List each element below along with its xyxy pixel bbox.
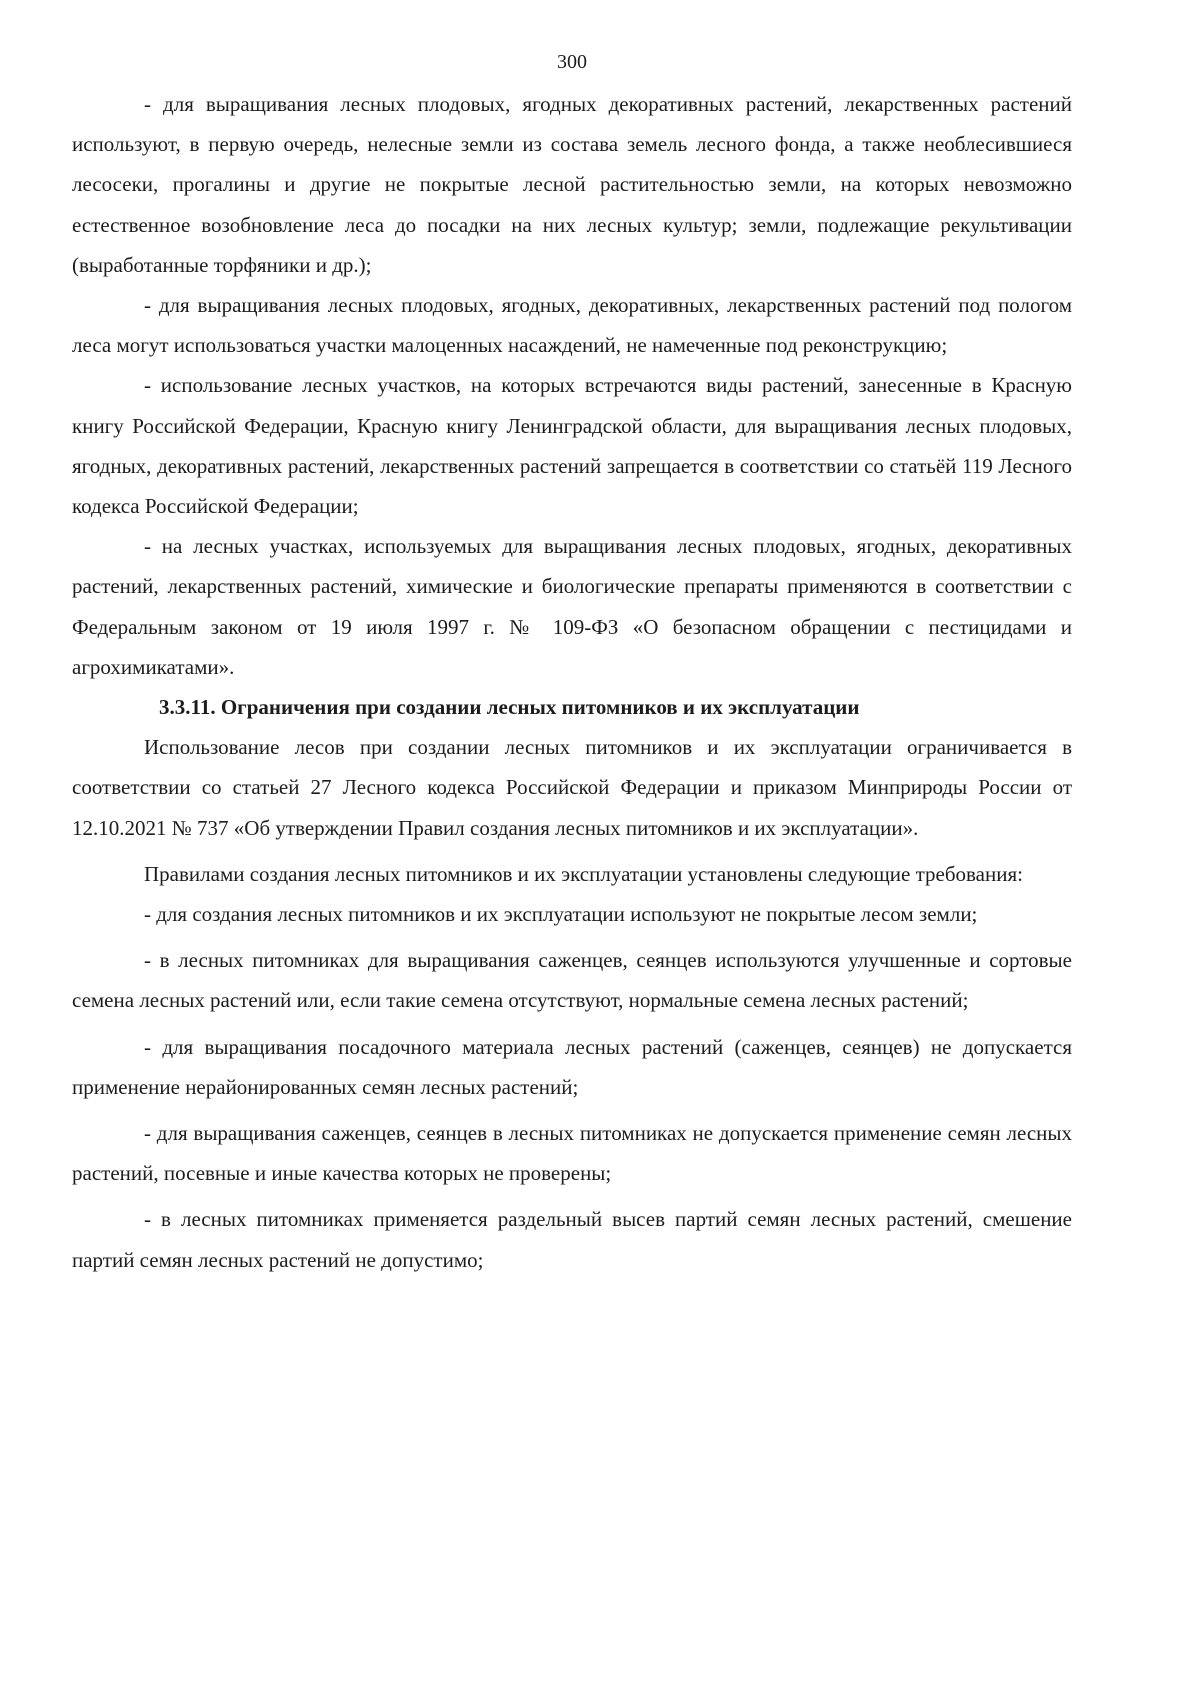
paragraph-orchard-land-use: - для выращивания лесных плодовых, ягодных декоративных растений, лекарственных растений используют, в первую очередь, нелесные земли из состава земель лесного фонда, а также необлесившиеся лесосеки, прогалины и другие не покрытые лесной растительностью земли, на которых невозможно естественное возобновление леса до посадки на них лесных культур; земли, подлежащие рекультивации (выработанные торфяники и др.);: [72, 92, 1072, 277]
paragraph-non-zoned-seeds: - для выращивания посадочного материала лесных растений (саженцев, сеянцев) не допускается применение нерайонированных семян лесных растений;: [72, 1034, 1072, 1099]
paragraph-separate-sowing: - в лесных питомниках применяется раздельный высев партий семян лесных растений, смешение партий семян лесных растений не допустимо;: [72, 1207, 1072, 1272]
page-number: 300: [557, 51, 587, 73]
section-heading: 3.3.11. Ограничения при создании лесных питомников и их эксплуатации: [159, 695, 860, 720]
paragraph-unforested-land: - для создания лесных питомников и их эксплуатации используют не покрытые лесом земли;: [144, 902, 978, 927]
paragraph-red-book-prohibition: - использование лесных участков, на которых встречаются виды растений, занесенные в Красную книгу Российской Федерации, Красную книгу Ленинградской области, для выращивания лесных плодовых, ягодных, декоративных растений, лекарственных растений запрещается в соответствии со статьёй 119 Лесного кодекса Российской Федерации;: [72, 373, 1072, 519]
paragraph-unverified-seeds: - для выращивания саженцев, сеянцев в лесных питомниках не допускается применение семян лесных растений, посевные и иные качества которых не проверены;: [72, 1121, 1072, 1186]
paragraph-nursery-restrictions: Использование лесов при создании лесных питомников и их эксплуатации ограничивается в соответствии со статьей 27 Лесного кодекса Российской Федерации и приказом Минприроды России от 12.10.2021 № 737 «Об утверждении Правил создания лесных питомников и их эксплуатации».: [72, 735, 1072, 840]
paragraph-improved-seeds: - в лесных питомниках для выращивания саженцев, сеянцев используются улучшенные и сортовые семена лесных растений или, если такие семена отсутствуют, нормальные семена лесных растений;: [72, 948, 1072, 1013]
paragraph-chemical-preparations: - на лесных участках, используемых для выращивания лесных плодовых, ягодных, декоративных растений, лекарственных растений, химические и биологические препараты применяются в соответствии с Федеральным законом от 19 июля 1997 г. № 109-ФЗ «О безопасном обращении с пестицидами и агрохимикатами».: [72, 534, 1072, 679]
paragraph-rules-requirements: Правилами создания лесных питомников и их эксплуатации установлены следующие требования:: [144, 861, 1023, 886]
paragraph-under-canopy-plots: - для выращивания лесных плодовых, ягодных, декоративных, лекарственных растений под пологом леса могут использоваться участки малоценных насаждений, не намеченные под реконструкцию;: [72, 293, 1072, 358]
document-page: [72, 50, 1072, 1280]
